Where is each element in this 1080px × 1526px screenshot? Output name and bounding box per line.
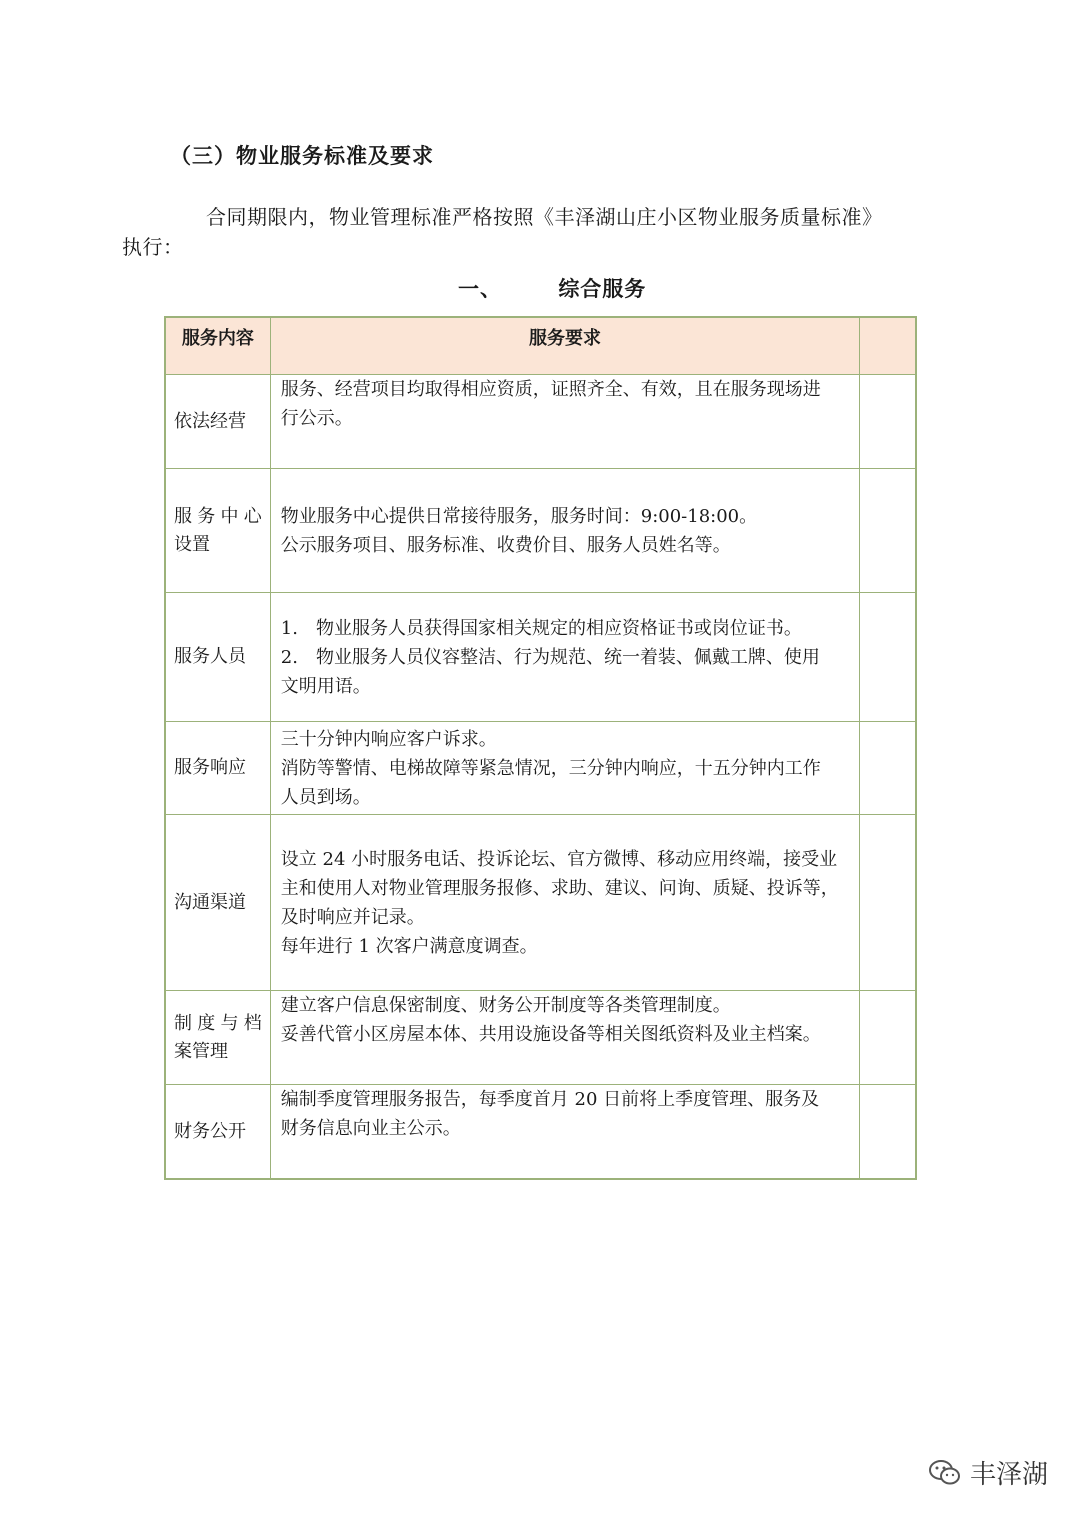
header-blank: [860, 317, 916, 375]
row-content: [270, 815, 860, 991]
row-content: [270, 1085, 860, 1180]
service-standard-table: [164, 316, 917, 1180]
row-blank: [860, 375, 916, 469]
content-line: 行公示。: [280, 408, 353, 429]
content-line: 妥善代管小区房屋本体、共用设施设备等相关图纸资料及业主档案。: [280, 1024, 821, 1045]
row-label: [165, 991, 270, 1085]
content-line: 财务信息向业主公示。: [280, 1118, 461, 1139]
table-title-number: 一、: [458, 276, 502, 301]
table-row: [165, 1085, 916, 1180]
content-line: 人员到场。: [280, 786, 371, 808]
content-line: 三十分钟内响应客户诉求。: [280, 728, 497, 750]
row-label-text: 设置: [174, 533, 210, 555]
row-label: [165, 1085, 270, 1180]
content-line: 每年进行 1 次客户满意度调查。: [280, 935, 538, 957]
row-content: [270, 593, 860, 722]
row-label: [165, 722, 270, 815]
row-label: [165, 469, 270, 593]
watermark: [928, 1454, 1048, 1491]
content-line: 建立客户信息保密制度、财务公开制度等各类管理制度。: [280, 995, 731, 1016]
row-content: [270, 469, 860, 593]
header-service-content: 服务内容: [165, 317, 270, 375]
row-blank: [860, 469, 916, 593]
content-line: 公示服务项目、服务标准、收费价目、服务人员姓名等。: [280, 534, 731, 556]
row-blank: [860, 1085, 916, 1180]
table-row: [165, 375, 916, 469]
row-label-text: 案管理: [174, 1040, 228, 1062]
content-line: 消防等警情、电梯故障等紧急情况，三分钟内响应，十五分钟内工作: [280, 757, 821, 779]
table-row: [165, 722, 916, 815]
content-line: 服务、经营项目均取得相应资质，证照齐全、有效，且在服务现场进: [280, 379, 821, 400]
content-line: 1. 物业服务人员获得国家相关规定的相应资格证书或岗位证书。: [280, 617, 802, 639]
row-label-text: 依法经营: [174, 410, 246, 432]
intro-line: 执行：: [122, 235, 184, 259]
table-row: [165, 469, 916, 593]
table-row: [165, 593, 916, 722]
row-label-text: 制度与档: [174, 1012, 262, 1034]
content-line: 物业服务中心提供日常接待服务，服务时间：9:00-18:00。: [280, 505, 758, 527]
content-line: 及时响应并记录。: [280, 906, 425, 928]
row-label-text: 服务人员: [174, 646, 246, 667]
content-line: 主和使用人对物业管理服务报修、求助、建议、问询、质疑、投诉等，: [280, 877, 839, 899]
content-line: 文明用语。: [280, 675, 371, 697]
table-title-text: 综合服务: [558, 276, 647, 301]
content-line: 设立 24 小时服务电话、投诉论坛、官方微博、移动应用终端，接受业: [280, 848, 838, 870]
row-content: [270, 991, 860, 1085]
table-header-row: [165, 317, 916, 375]
row-blank: [860, 991, 916, 1085]
row-label-text: 服务响应: [174, 757, 246, 778]
row-label: [165, 593, 270, 722]
row-label-text: 沟通渠道: [174, 891, 246, 913]
row-content: [270, 375, 860, 469]
content-line: 2. 物业服务人员仪容整洁、行为规范、统一着装、佩戴工牌、使用: [280, 646, 820, 668]
row-label: [165, 375, 270, 469]
row-label: [165, 815, 270, 991]
intro-line: 合同期限内，物业管理标准严格按照《丰泽湖山庄小区物业服务质量标准》: [206, 205, 883, 229]
row-blank: [860, 722, 916, 815]
row-blank: [860, 815, 916, 991]
intro-paragraph: [122, 202, 924, 262]
wechat-icon: [928, 1458, 962, 1488]
content-line: 编制季度管理服务报告，每季度首月 20 日前将上季度管理、服务及: [280, 1089, 820, 1110]
section-heading: （三）物业服务标准及要求: [170, 143, 434, 168]
table-row: [165, 815, 916, 991]
watermark-text: 丰泽湖: [970, 1460, 1049, 1490]
row-blank: [860, 593, 916, 722]
header-service-requirement: 服务要求: [270, 317, 860, 375]
row-content: [270, 722, 860, 815]
row-label-text: 财务公开: [174, 1120, 246, 1142]
table-row: [165, 991, 916, 1085]
table-title: [458, 273, 646, 303]
row-label-text: 服务中心: [174, 505, 262, 527]
